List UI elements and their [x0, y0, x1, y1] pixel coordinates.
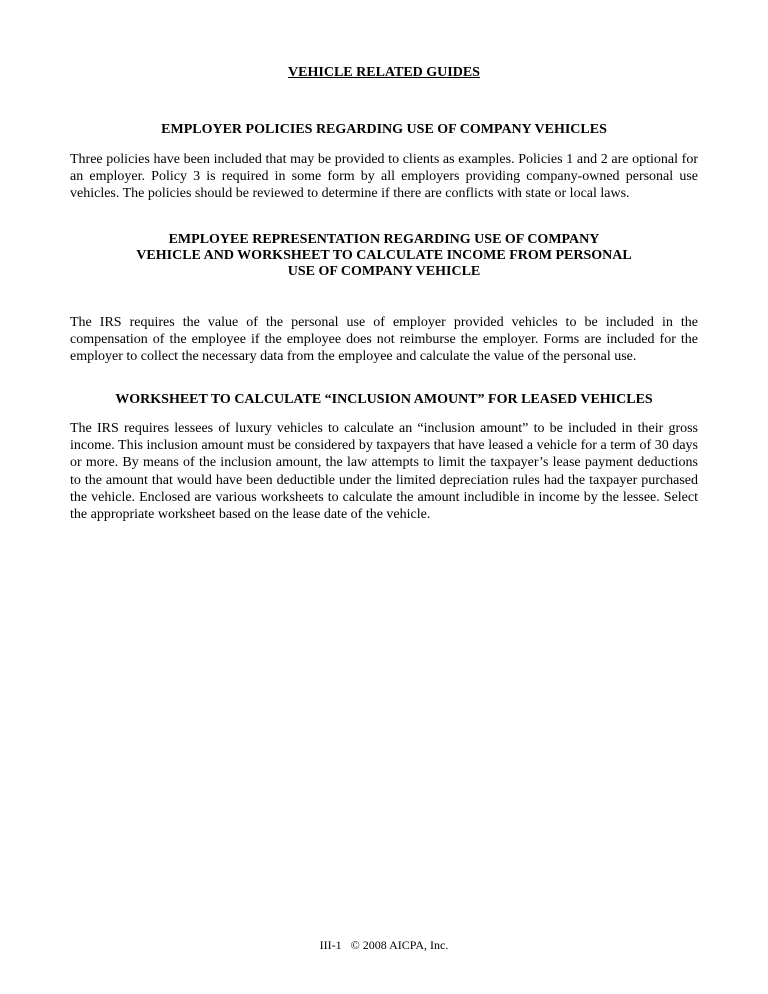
heading-line: EMPLOYEE REPRESENTATION REGARDING USE OF COMPANY [168, 232, 600, 247]
section-heading-inclusion-amount [70, 392, 698, 408]
copyright-notice: © 2008 AICPA, Inc. [350, 938, 449, 952]
heading-line: WORKSHEET TO CALCULATE “INCLUSION AMOUNT” FOR LEASED VEHICLES [115, 392, 653, 407]
section-heading-employer-policies [70, 122, 698, 138]
section-body-inclusion-amount: The IRS requires lessees of luxury vehicles to calculate an “inclusion amount” to be included in their gross income. This inclusion amount must be considered by taxpayers that have leased a vehicle for a term of 30 days or more. By means of the inclusion amount, the law attempts to limit the taxpayer’s lease payment deductions to the amount that would have been deductible under the limited depreciation rules had the taxpayer purchased the vehicle. Enclosed are various worksheets to calculate the amount includible in income by the lessee. Select the appropriate worksheet based on the lease date of the vehicle. [70, 421, 698, 523]
page-footer [0, 938, 768, 952]
section-body-employee-representation: The IRS requires the value of the personal use of employer provided vehicles to be included in the compensation of the employee if the employee does not reimburse the employer. Forms are included for the employer to collect the necessary data from the employee and calculate the value of the personal use. [70, 315, 698, 365]
section-heading-employee-representation [70, 232, 698, 280]
page-number: III-1 [319, 938, 342, 952]
section-body-employer-policies: Three policies have been included that may be provided to clients as examples. Policies 1 and 2 are optional for an employer. Policy 3 is required in some form by all employers providing company-owned personal use vehicles. The policies should be reviewed to determine if there are conflicts with state or local laws. [70, 152, 698, 202]
heading-line: USE OF COMPANY VEHICLE [287, 264, 481, 279]
heading-line: EMPLOYER POLICIES REGARDING USE OF COMPANY VEHICLES [161, 122, 607, 137]
page-title: VEHICLE RELATED GUIDES [288, 65, 480, 80]
heading-line: VEHICLE AND WORKSHEET TO CALCULATE INCOME FROM PERSONAL [136, 248, 632, 263]
